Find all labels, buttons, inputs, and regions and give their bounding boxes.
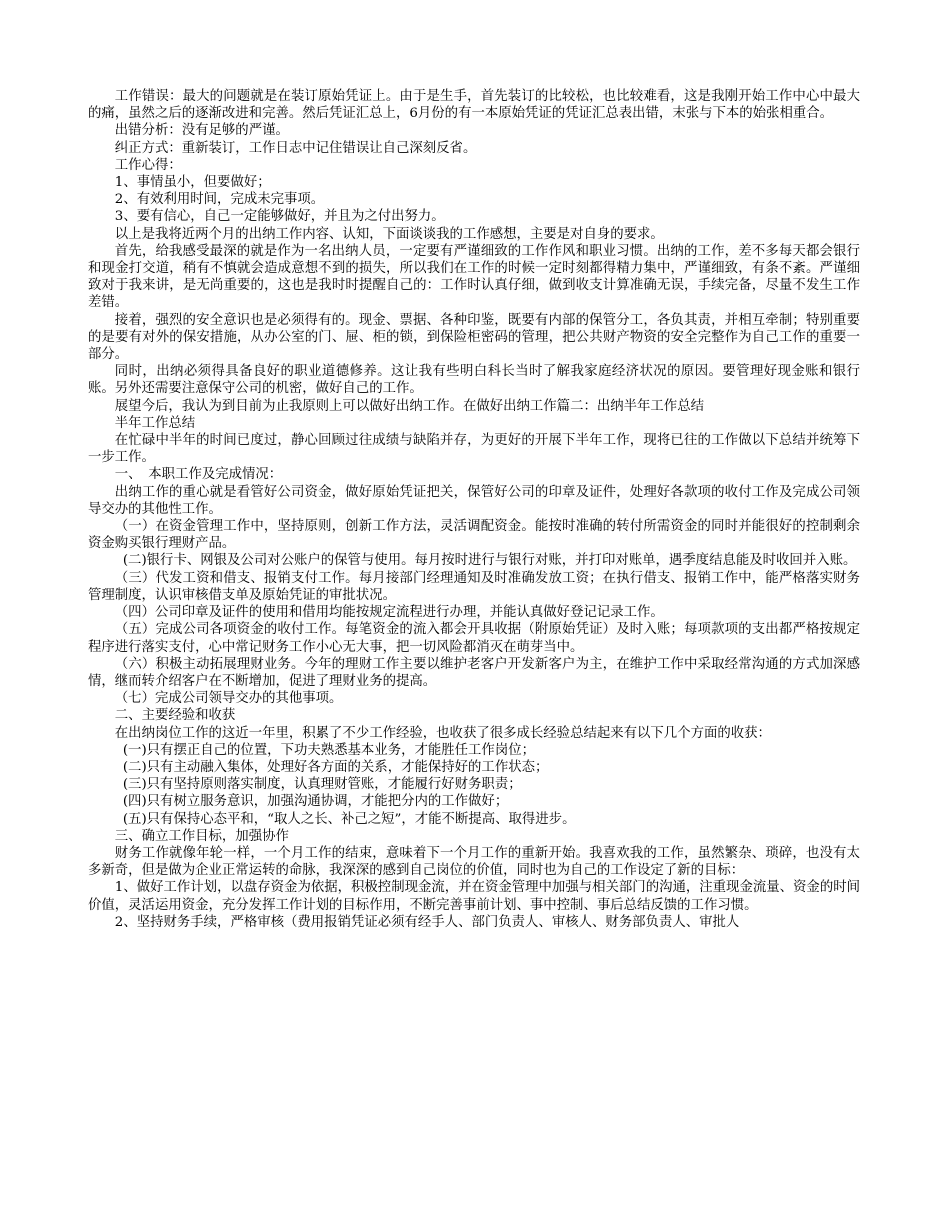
paragraph-goal-1: 1、做好工作计划，以盘存资金为依据，积极控制现金流，并在资金管理中加强与相关部门的沟通，注重现金流量、资金的时间价值，灵活运用资金，充分发挥工作计划的目标作用，不断完善事前计划、事中控制、事后总结反馈的工作习惯。	[88, 880, 860, 913]
paragraph-error-analysis: 出错分析：没有足够的严谨。	[114, 123, 289, 139]
paragraph-goals-intro: 财务工作就像年轮一样，一个月工作的结束，意味着下一个月工作的重新开始。我喜欢我的工作，虽然繁杂、琐碎，也没有太多新奇，但是做为企业正常运转的命脉，我深深的感到自己岗位的价值，同时也为自己的工作设定了新的目标：	[88, 845, 860, 879]
paragraph-correction-method: 纠正方式：重新装订，工作日志中记住错误让自己深刻反省。	[114, 140, 477, 156]
paragraph-experience-2: (二)只有主动融入集体，处理好各方面的关系，才能保持好的工作状态；	[122, 759, 549, 775]
paragraph-insight-1: 1、事情虽小，但要做好；	[114, 175, 271, 191]
paragraph-first-rigor: 首先，给我感受最深的就是作为一名出纳人员，一定要有严谨细致的工作作风和职业习惯。出纳的工作，差不多每天都会银行和现金打交道，稍有不慎就会造成意想不到的损失，所以我们在工作的时候一定时刻都得精力集中，严谨细致，有条不紊。严谨细致对于我来讲，是无尚重要的，这也是我时时提醒自己的：工作时认真仔细，做到收支计算准确无误，手续完备，尽量不发生工作差错。	[88, 243, 860, 311]
section-heading-experience: 二、主要经验和收获	[114, 708, 236, 724]
paragraph-experience-3: (三)只有坚持原则落实制度，认真理财管账，才能履行好财务职责；	[122, 777, 522, 793]
paragraph-goal-2: 2、坚持财务手续，严格审核（费用报销凭证必须有经手人、部门负责人、审核人、财务部负责人、审批人	[114, 914, 740, 930]
paragraph-work-insights-heading: 工作心得：	[114, 157, 182, 173]
paragraph-experience-1: (一)只有摆正自己的位置，下功夫熟悉基本业务，才能胜任工作岗位；	[122, 742, 535, 758]
paragraph-outlook: 展望今后，我认为到目前为止我原则上可以做好出纳工作。在做好出纳工作篇二：出纳半年工作总结	[114, 398, 704, 414]
paragraph-experience-5: (五)只有保持心态平和，“取人之长、补己之短”，才能不断提高、取得进步。	[122, 811, 576, 827]
paragraph-duties-focus: 出纳工作的重心就是看管好公司资金，做好原始凭证把关，保管好公司的印章及证件，处理好各款项的收付工作及完成公司领导交办的其他性工作。	[88, 484, 860, 517]
paragraph-summary-intro: 以上是我将近两个月的出纳工作内容、认知，下面谈谈我的工作感想，主要是对自身的要求。	[114, 226, 664, 242]
paragraph-duty-7: （七）完成公司领导交办的其他事项。	[114, 691, 343, 707]
paragraph-duty-3: （三）代发工资和借支、报销支付工作。每月接部门经理通知及时准确发放工资；在执行借支、报销工作中，能严格落实财务管理制度，认识审核借支单及原始凭证的审批状况。	[88, 570, 860, 603]
paragraph-experience-4: (四)只有树立服务意识，加强沟通协调，才能把分内的工作做好；	[122, 794, 509, 810]
paragraph-safety-awareness: 接着，强烈的安全意识也是必须得有的。现金、票据、各种印鉴，既要有内部的保管分工，各负其责，并相互牵制；特别重要的是要有对外的保安措施，从办公室的门、屉、柜的锁，到保险柜密码的管理，把公共财产物资的安全完整作为自己工作的重要一部分。	[88, 312, 860, 363]
paragraph-insight-2: 2、有效利用时间，完成未完事项。	[114, 192, 325, 208]
paragraph-half-year-title: 半年工作总结	[114, 415, 196, 431]
paragraph-duty-4: （四）公司印章及证件的使用和借用均能按规定流程进行办理，并能认真做好登记记录工作。	[114, 605, 664, 621]
paragraph-duty-1: （一）在资金管理工作中，坚持原则，创新工作方法，灵活调配资金。能按时准确的转付所需资金的同时并能很好的控制剩余资金购买银行理财产品。	[88, 519, 860, 552]
paragraph-experience-intro: 在出纳岗位工作的这近一年里，积累了不少工作经验，也收获了很多成长经验总结起来有以下几个方面的收获：	[114, 725, 771, 741]
paragraph-insight-3: 3、要有信心，自己一定能够做好，并且为之付出努力。	[114, 209, 445, 225]
section-heading-goals: 三、确立工作目标，加强协作	[114, 828, 289, 844]
section-heading-duties: 一、 本职工作及完成情况：	[114, 467, 283, 483]
paragraph-duty-6: （六）积极主动拓展理财业务。今年的理财工作主要以维护老客户开发新客户为主，在维护工作中采取经常沟通的方式加深感情，继而转介绍客户在不断增加，促进了理财业务的提高。	[88, 656, 860, 689]
paragraph-professional-ethics: 同时，出纳必须得具备良好的职业道德修养。这让我有些明白科长当时了解我家庭经济状况的原因。要管理好现金账和银行账。另外还需要注意保守公司的机密，做好自己的工作。	[88, 364, 860, 397]
document-page	[88, 88, 860, 931]
paragraph-duty-2: (二)银行卡、网银及公司对公账户的保管与使用。每月按时进行与银行对账，并打印对账单，遇季度结息能及时收回并入账。	[122, 553, 857, 569]
paragraph-work-error: 工作错误：最大的问题就是在装订原始凭证上。由于是生手，首先装订的比较松，也比较难看，这是我刚开始工作中心中最大的痛，虽然之后的逐渐改进和完善。然后凭证汇总上，6月份的有一本原始凭证的凭证汇总表出错，末张与下本的始张相重合。	[88, 89, 860, 122]
paragraph-half-year-intro: 在忙碌中半年的时间已度过，静心回顾过往成绩与缺陷并存，为更好的开展下半年工作，现将已往的工作做以下总结并统筹下一步工作。	[88, 433, 860, 466]
paragraph-duty-5: （五）完成公司各项资金的收付工作。每笔资金的流入都会开具收据（附原始凭证）及时入账；每项款项的支出都严格按规定程序进行落实支付，心中常记财务工作小心无大事，把一切风险都消灭在萌芽当中。	[88, 622, 860, 655]
